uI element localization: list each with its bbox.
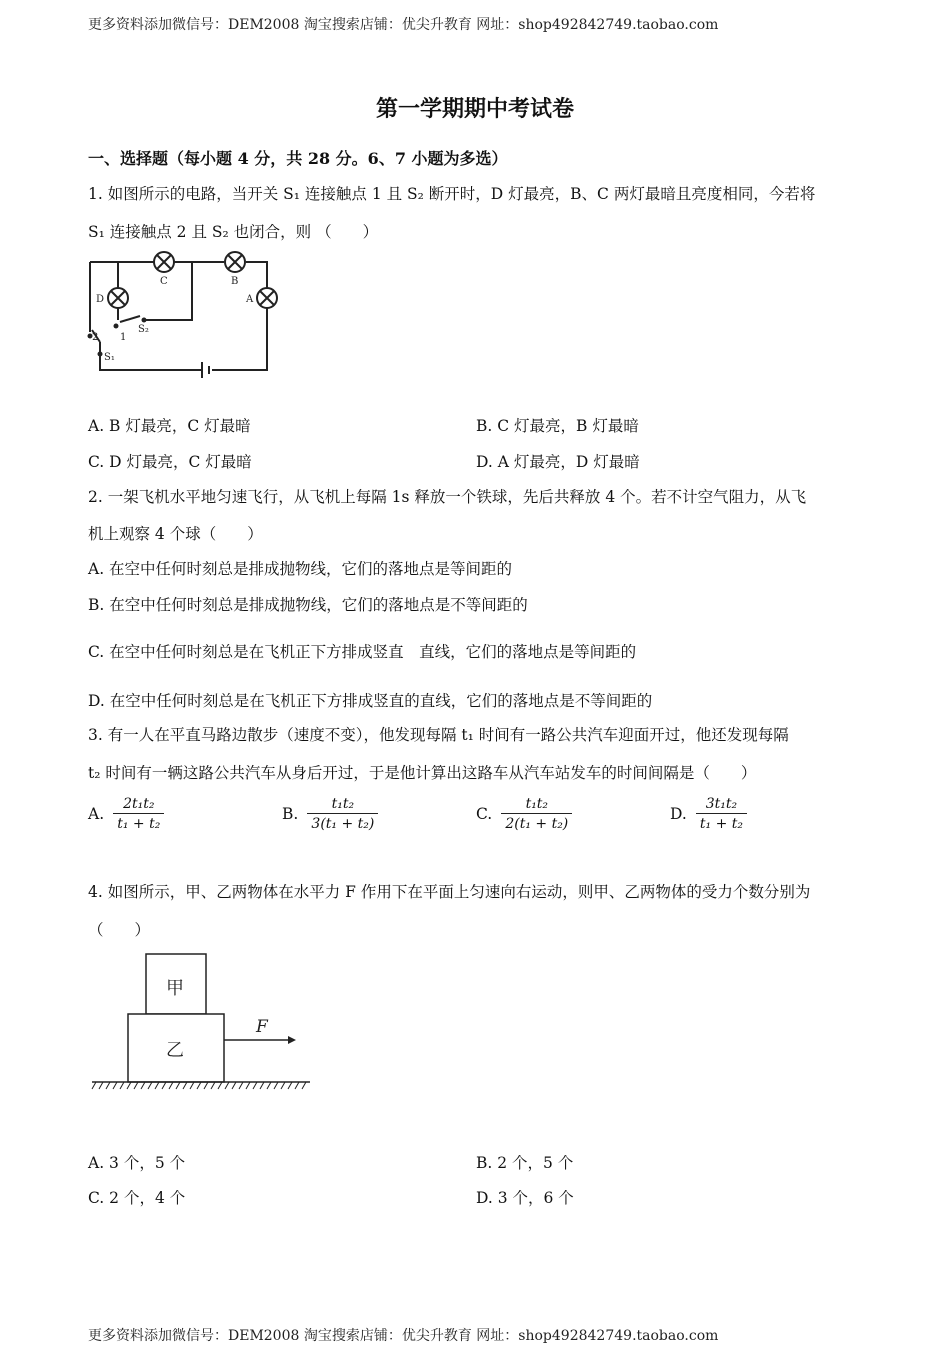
label-d: D <box>96 294 105 305</box>
q4-blocks-diagram <box>90 950 314 1092</box>
q1-option-c[interactable]: C. D 灯最亮，C 灯最暗 <box>88 453 252 471</box>
force-arrow-head <box>288 1036 296 1044</box>
q4-option-a[interactable]: A. 3 个，5 个 <box>88 1154 186 1172</box>
label-c: C <box>160 276 168 287</box>
label-s2: S₂ <box>138 324 149 335</box>
lamp-a <box>257 288 277 308</box>
force-label: F <box>256 1017 268 1037</box>
q1-circuit-diagram <box>84 250 284 390</box>
q3-option-d-numerator: 3t₁t₂ <box>696 796 747 814</box>
q3-option-b-label: B. <box>282 805 299 823</box>
q3-stem-line1: 3. 有一人在平直马路边散步（速度不变），他发现每隔 t₁ 时间有一路公共汽车迎面开过，他还发现每隔 <box>88 726 789 744</box>
label-b: B <box>231 276 239 287</box>
label-yi: 乙 <box>166 1040 184 1061</box>
q3-option-c-fraction <box>501 796 572 832</box>
q2-stem-line1: 2. 一架飞机水平地匀速飞行，从飞机上每隔 1s 释放一个铁球，先后共释放 4 个。若不计空气阻力，从飞 <box>88 488 807 506</box>
q2-option-c[interactable]: C. 在空中任何时刻总是在飞机正下方排成竖直 直线，它们的落地点是等间距的 <box>88 643 637 661</box>
q1-stem-line1: 1. 如图所示的电路，当开关 S₁ 连接触点 1 且 S₂ 断开时，D 灯最亮，B、C 两灯最暗且亮度相同，今若将 <box>88 185 816 203</box>
q3-option-a[interactable] <box>88 796 164 832</box>
page-title: 第一学期期中考试卷 <box>375 96 574 122</box>
q4-stem-line2: （ ） <box>88 921 151 939</box>
lamp-c <box>154 252 174 272</box>
q3-option-b-denominator: 3(t₁ + t₂) <box>311 816 375 832</box>
q3-option-a-denominator: t₁ + t₂ <box>117 816 161 832</box>
page-header: 更多资料添加微信号：DEM2008 淘宝搜索店铺：优尖升教育 网址：shop492842749.taobao.com <box>88 17 719 33</box>
q3-option-c-numerator: t₁t₂ <box>501 796 572 814</box>
q1-option-a[interactable]: A. B 灯最亮，C 灯最暗 <box>88 417 251 435</box>
label-s1: S₁ <box>104 352 115 363</box>
lamp-b <box>225 252 245 272</box>
q1-stem-line2: S₁ 连接触点 2 且 S₂ 也闭合，则 （ ） <box>88 223 379 241</box>
q3-option-a-numerator: 2t₁t₂ <box>113 796 164 814</box>
q4-option-b[interactable]: B. 2 个，5 个 <box>476 1154 574 1172</box>
q3-option-d[interactable] <box>670 796 747 832</box>
q3-option-d-fraction <box>696 796 747 832</box>
q3-option-c-label: C. <box>476 805 493 823</box>
q2-option-d[interactable]: D. 在空中任何时刻总是在飞机正下方排成竖直的直线，它们的落地点是不等间距的 <box>88 692 653 710</box>
section-heading: 一、选择题（每小题 4 分，共 28 分。6、7 小题为多选） <box>88 149 508 168</box>
q3-option-d-denominator: t₁ + t₂ <box>699 816 744 832</box>
q3-option-c[interactable] <box>476 796 572 832</box>
label-jia: 甲 <box>166 978 184 999</box>
label-a: A <box>246 294 254 305</box>
q4-option-c[interactable]: C. 2 个，4 个 <box>88 1189 186 1207</box>
q2-option-a[interactable]: A. 在空中任何时刻总是排成抛物线，它们的落地点是等间距的 <box>88 560 513 578</box>
label-contact-1: 1 <box>120 332 127 343</box>
q3-option-b[interactable] <box>282 796 378 832</box>
label-contact-2: 2 <box>92 332 99 343</box>
q3-option-a-fraction <box>113 796 164 832</box>
q4-option-d[interactable]: D. 3 个，6 个 <box>476 1189 574 1207</box>
q1-option-b[interactable]: B. C 灯最亮，B 灯最暗 <box>476 417 639 435</box>
q1-option-d[interactable]: D. A 灯最亮，D 灯最暗 <box>476 453 640 471</box>
lamp-d <box>108 288 128 308</box>
q3-option-b-fraction <box>307 796 378 832</box>
q4-stem-line1: 4. 如图所示，甲、乙两物体在水平力 F 作用下在平面上匀速向右运动，则甲、乙两物体的受力个数分别为 <box>88 883 811 901</box>
q2-stem-line2: 机上观察 4 个球（ ） <box>88 525 263 543</box>
contact-1 <box>114 324 119 329</box>
q3-option-c-denominator: 2(t₁ + t₂) <box>505 816 569 832</box>
q2-option-b[interactable]: B. 在空中任何时刻总是排成抛物线，它们的落地点是不等间距的 <box>88 596 528 614</box>
q3-option-d-label: D. <box>670 805 687 823</box>
page-footer: 更多资料添加微信号：DEM2008 淘宝搜索店铺：优尖升教育 网址：shop492842749.taobao.com <box>88 1328 719 1344</box>
q3-option-b-numerator: t₁t₂ <box>307 796 378 814</box>
q3-option-a-label: A. <box>88 805 105 823</box>
q3-stem-line2: t₂ 时间有一辆这路公共汽车从身后开过，于是他计算出这路车从汽车站发车的时间间隔是（ ） <box>88 764 757 782</box>
